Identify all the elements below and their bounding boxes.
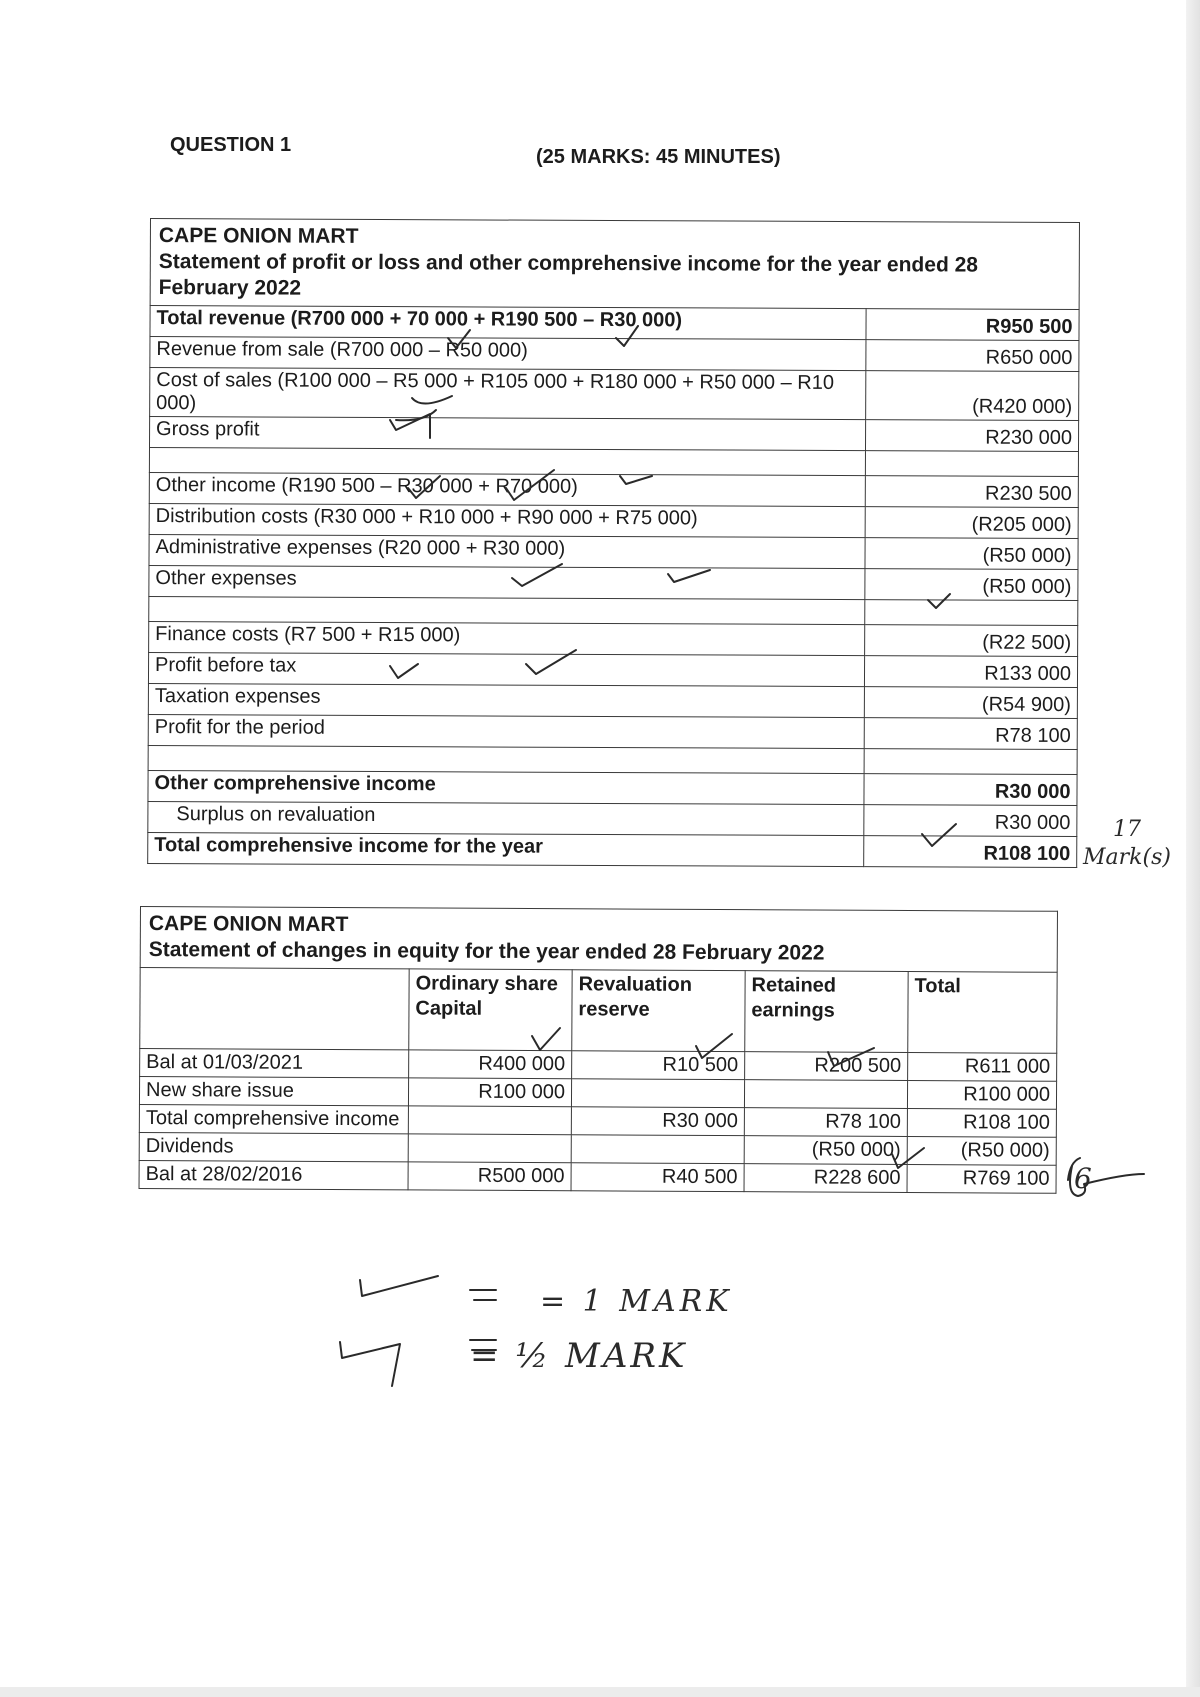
pl-marks-total-number: 17 bbox=[1112, 817, 1141, 842]
table-row bbox=[150, 337, 1079, 372]
statement-title: Statement of profit or loss and other comprehensive income for the year ended 28 February 2022 bbox=[158, 250, 979, 300]
table-row bbox=[148, 770, 1077, 805]
table-cell: R78 100 bbox=[744, 1108, 907, 1137]
column-header: Ordinary share Capital bbox=[409, 969, 572, 1051]
row-amount: (R420 000) bbox=[866, 371, 1079, 421]
table-row bbox=[149, 565, 1078, 600]
table-cell: R100 000 bbox=[408, 1078, 571, 1107]
row-label bbox=[148, 745, 864, 773]
table-cell: R400 000 bbox=[409, 1050, 572, 1079]
row-amount: (R54 900) bbox=[864, 687, 1077, 719]
table-row bbox=[148, 652, 1077, 687]
table-row bbox=[150, 368, 1079, 421]
table-cell: R769 100 bbox=[907, 1165, 1056, 1194]
table-cell: (R50 000) bbox=[744, 1136, 907, 1165]
table-cell bbox=[408, 1134, 571, 1163]
column-header: Retained earnings bbox=[745, 971, 908, 1053]
table-row bbox=[149, 534, 1078, 569]
row-label: Distribution costs (R30 000 + R10 000 + R90 000 + R75 000) bbox=[149, 503, 865, 537]
row-label: Revenue from sale (R700 000 – R50 000) bbox=[150, 337, 866, 371]
table-row bbox=[148, 714, 1077, 749]
row-amount: R133 000 bbox=[864, 656, 1077, 688]
table-row bbox=[148, 801, 1077, 836]
row-label: Cost of sales (R100 000 – R5 000 + R105 000 + R180 000 + R50 000 – R10 000) bbox=[150, 368, 866, 420]
column-header bbox=[140, 968, 409, 1050]
table-row bbox=[139, 1160, 1056, 1193]
row-label: Other comprehensive income bbox=[148, 770, 864, 804]
equity-statement-table bbox=[139, 906, 1058, 1194]
table-cell bbox=[571, 1135, 744, 1164]
company-name: CAPE ONION MART bbox=[158, 224, 359, 248]
table-row bbox=[148, 832, 1077, 867]
column-header: Revaluation reserve bbox=[572, 970, 745, 1052]
table-row bbox=[150, 306, 1079, 341]
table-cell: (R50 000) bbox=[907, 1137, 1056, 1166]
row-label: Profit for the period bbox=[148, 714, 864, 748]
table-cell: Total comprehensive income bbox=[139, 1104, 408, 1133]
table-cell: Dividends bbox=[139, 1132, 408, 1161]
row-amount: R30 000 bbox=[864, 805, 1077, 837]
row-label: Gross profit bbox=[149, 417, 865, 451]
table-cell bbox=[408, 1106, 571, 1135]
row-amount: R30 000 bbox=[864, 774, 1077, 806]
table-cell: R30 000 bbox=[571, 1107, 744, 1136]
row-label: Surplus on revaluation bbox=[148, 801, 864, 835]
row-amount: R650 000 bbox=[866, 340, 1079, 372]
page-edge-bottom bbox=[0, 1687, 1200, 1697]
row-amount bbox=[865, 600, 1078, 626]
legend-half-tick-icon bbox=[340, 1342, 400, 1386]
row-label: Total revenue (R700 000 + 70 000 + R190 500 – R30 000) bbox=[150, 306, 866, 340]
income-statement-table bbox=[147, 218, 1080, 868]
table-cell bbox=[571, 1079, 744, 1108]
row-amount: R950 500 bbox=[866, 309, 1079, 341]
row-amount: (R22 500) bbox=[865, 625, 1078, 657]
row-amount: R108 100 bbox=[864, 836, 1077, 868]
table-cell: R10 500 bbox=[572, 1051, 745, 1080]
table-cell: R611 000 bbox=[908, 1053, 1057, 1082]
table-row bbox=[149, 503, 1078, 538]
pl-marks-total bbox=[1083, 816, 1171, 872]
table-cell: R500 000 bbox=[408, 1162, 571, 1191]
pl-marks-total-unit: Mark(s) bbox=[1083, 845, 1171, 870]
row-amount: (R205 000) bbox=[865, 507, 1078, 539]
equity-marks-total: 6 bbox=[1074, 1162, 1092, 1195]
legend-half-mark: = ½ MARK bbox=[470, 1336, 688, 1376]
table-cell: R228 600 bbox=[744, 1164, 907, 1193]
table-cell: R100 000 bbox=[907, 1081, 1056, 1110]
column-header-row bbox=[140, 968, 1057, 1054]
table-row bbox=[149, 472, 1078, 507]
row-label: Finance costs (R7 500 + R15 000) bbox=[149, 621, 865, 655]
question-title: QUESTION 1 bbox=[170, 134, 292, 156]
statement-title: Statement of changes in equity for the year ended 28 February 2022 bbox=[148, 938, 825, 965]
row-label: Total comprehensive income for the year bbox=[148, 832, 864, 866]
row-amount: R78 100 bbox=[864, 718, 1077, 750]
row-label bbox=[149, 596, 865, 624]
table-row bbox=[149, 621, 1078, 656]
table-cell: Bal at 01/03/2021 bbox=[140, 1049, 409, 1078]
row-amount bbox=[864, 749, 1077, 775]
row-label: Other income (R190 500 – R30 000 + R70 000) bbox=[149, 472, 865, 506]
table-cell: R40 500 bbox=[571, 1163, 744, 1192]
row-amount: R230 000 bbox=[865, 420, 1078, 452]
row-label: Profit before tax bbox=[148, 652, 864, 686]
table-cell: R108 100 bbox=[907, 1109, 1056, 1138]
table-cell: R200 500 bbox=[745, 1052, 908, 1081]
income-statement-header bbox=[150, 219, 1079, 310]
legend-equals-1 bbox=[470, 1290, 496, 1300]
row-amount: (R50 000) bbox=[865, 569, 1078, 601]
page-edge bbox=[1186, 0, 1200, 1697]
row-amount: (R50 000) bbox=[865, 538, 1078, 570]
equity-statement-header bbox=[140, 907, 1057, 973]
income-statement bbox=[147, 218, 1080, 868]
legend-tick-icon bbox=[360, 1276, 438, 1296]
row-label: Administrative expenses (R20 000 + R30 000) bbox=[149, 534, 865, 568]
row-amount bbox=[865, 451, 1078, 477]
row-label: Taxation expenses bbox=[148, 683, 864, 717]
company-name: CAPE ONION MART bbox=[148, 912, 349, 937]
equity-statement bbox=[139, 906, 1058, 1194]
column-header: Total bbox=[908, 972, 1057, 1054]
row-label: Other expenses bbox=[149, 565, 865, 599]
table-cell: New share issue bbox=[139, 1077, 408, 1106]
table-cell: Bal at 28/02/2016 bbox=[139, 1160, 408, 1189]
legend-full-mark: = 1 MARK bbox=[540, 1284, 733, 1319]
table-cell bbox=[744, 1080, 907, 1109]
question-marks: (25 MARKS: 45 MINUTES) bbox=[536, 146, 781, 168]
row-amount: R230 500 bbox=[865, 476, 1078, 508]
row-label bbox=[149, 448, 865, 476]
table-row bbox=[148, 683, 1077, 718]
table-row bbox=[149, 417, 1078, 452]
